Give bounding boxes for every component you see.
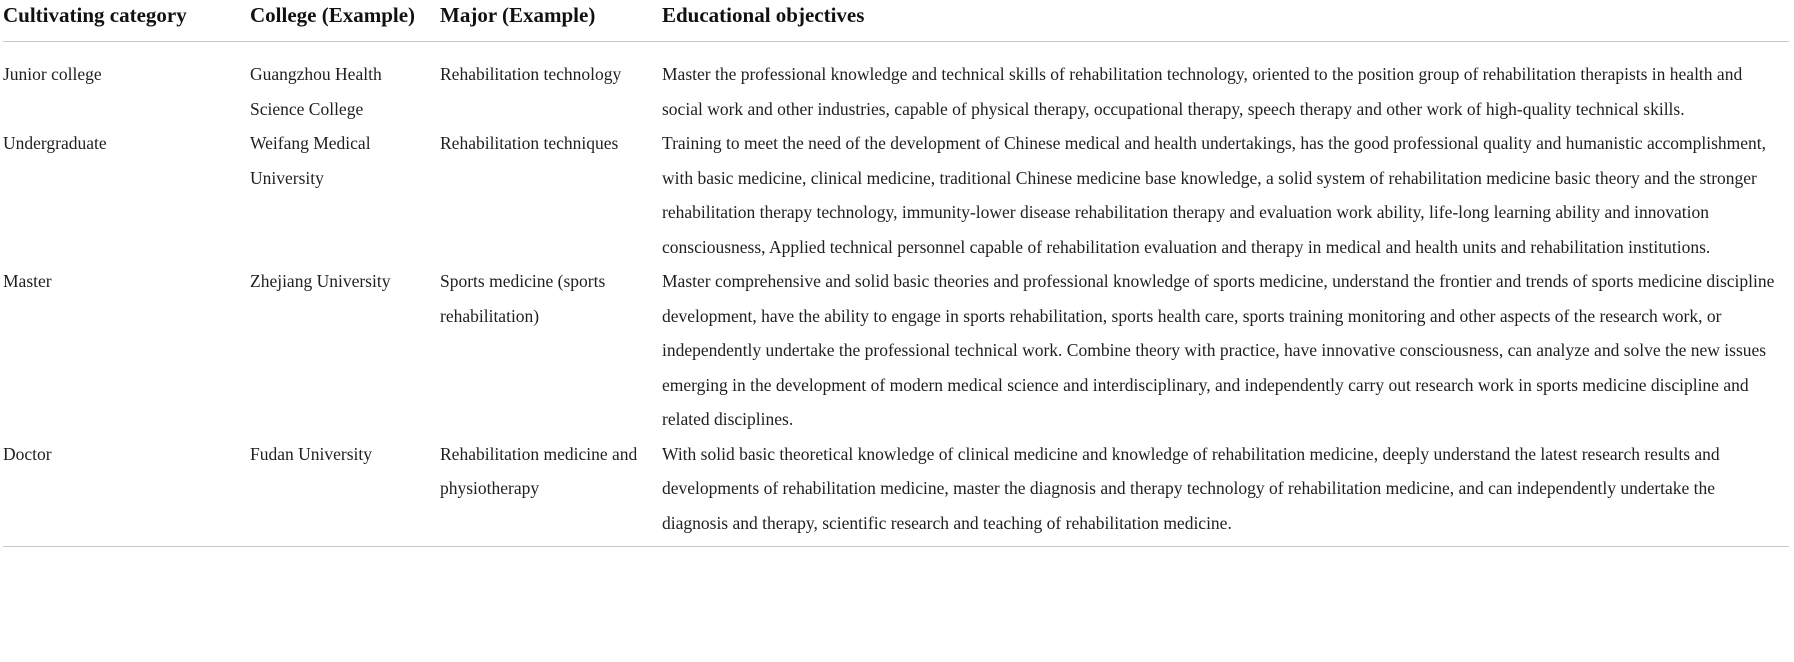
cell-college: Zhejiang University [250,271,391,291]
cell-college: Fudan University [250,437,440,547]
header-major: Major (Example) [440,0,662,42]
cell-category: Junior college [3,64,102,84]
cell-major: Rehabilitation technology [440,64,622,84]
cell-objectives: Training to meet the need of the development of Chinese medical and health undertakings, has the good professional quality and humanistic accomplishment, with basic medicine, clinical medicine, traditional Chinese medicine base knowledge, a solid system of rehabilitation medicine basic theory and the stronger rehabilitation therapy technology, immunity-lower disease rehabilitation therapy and evaluation work ability, life-long learning ability and innovation consciousness, Applied technical personnel capable of rehabilitation evaluation and therapy in medical and health units and rehabilitation institutions. [662,133,1767,257]
table-row [3,264,1789,437]
education-table-container [3,0,1789,547]
cell-college: Guangzhou Health Science College [250,64,382,119]
header-row [3,0,1789,42]
cell-major: Sports medicine (sports rehabilitation) [440,271,606,326]
table-header [3,0,1789,42]
table-row [3,42,1789,127]
cell-objectives: With solid basic theoretical knowledge of clinical medicine and knowledge of rehabilitation medicine, deeply understand the latest research results and developments of rehabilitation medicine, master the diagnosis and therapy technology of rehabilitation medicine, and can independently undertake the diagnosis and therapy, scientific research and teaching of rehabilitation medicine. [662,437,1789,547]
header-college: College (Example) [250,0,440,42]
cell-category: Undergraduate [3,133,107,153]
header-cultivating-category: Cultivating category [3,0,250,42]
education-table [3,0,1789,547]
cell-objectives: Master comprehensive and solid basic theories and professional knowledge of sports medicine, understand the frontier and trends of sports medicine discipline development, have the ability to engage in sports rehabilitation, sports health care, sports training monitoring and other aspects of the research work, or independently undertake the professional technical work. Combine theory with practice, have innovative consciousness, can analyze and solve the new issues emerging in the development of modern medical science and interdisciplinary, and independently carry out research work in sports medicine discipline and related disciplines. [662,271,1775,429]
cell-category: Master [3,271,52,291]
cell-category: Doctor [3,437,250,547]
table-row [3,437,1789,547]
header-educational-objectives: Educational objectives [662,0,1789,42]
cell-college: Weifang Medical University [250,133,371,188]
cell-major: Rehabilitation medicine and physiotherapy [440,437,662,547]
cell-objectives: Master the professional knowledge and technical skills of rehabilitation technology, oriented to the position group of rehabilitation therapists in health and social work and other industries, capable of physical therapy, occupational therapy, speech therapy and other work of high-quality technical skills. [662,64,1743,119]
cell-major: Rehabilitation techniques [440,133,619,153]
table-row [3,126,1789,264]
table-body [3,42,1789,547]
